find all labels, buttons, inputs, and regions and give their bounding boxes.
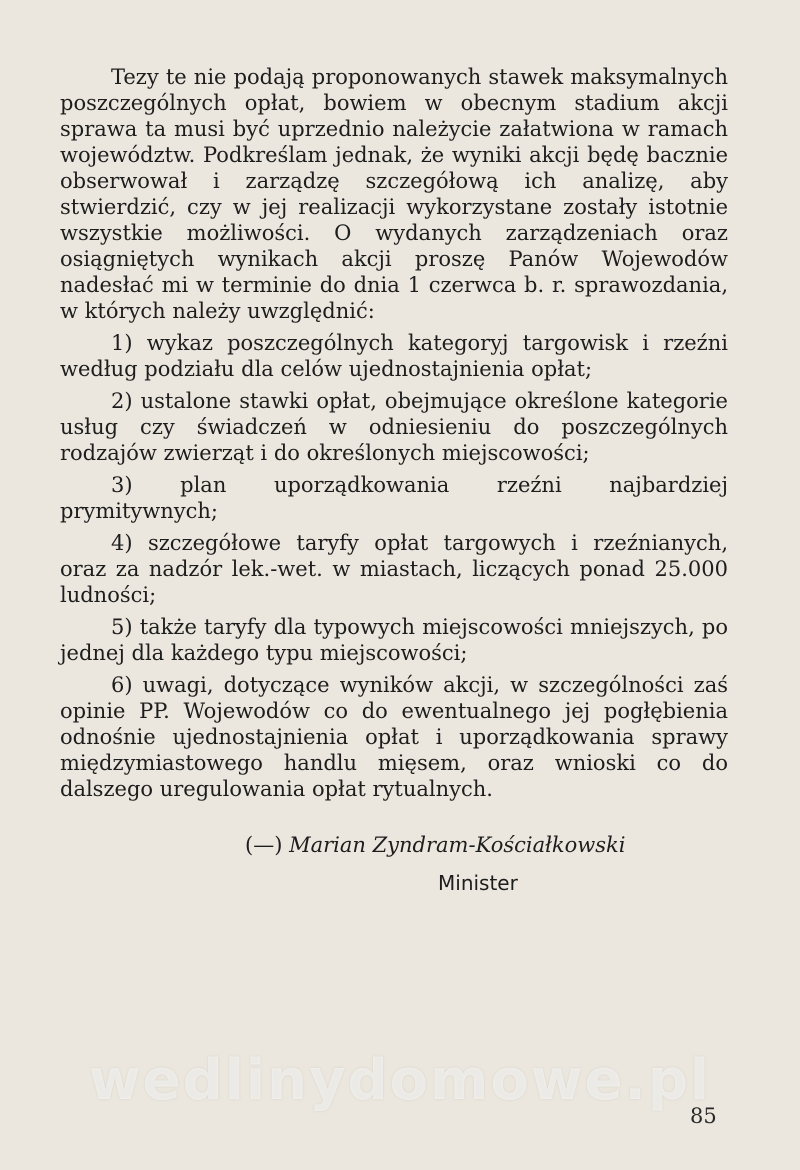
body-text: [60, 64, 728, 802]
list-item-2: 2) ustalone stawki opłat, obejmujące określone kategorie usług czy świadczeń w odniesieniu do poszczególnych rodzajów zwierząt i do określonych miejscowości;: [60, 389, 728, 465]
signature-block: [60, 832, 728, 896]
signatory-name: Marian Zyndram-Kościałkowski: [289, 833, 626, 857]
signature-line: [245, 832, 728, 858]
watermark: wedlinydomowe.pl: [88, 1048, 712, 1113]
signature-prefix: (—): [245, 833, 283, 857]
list-item-3: 3) plan uporządkowania rzeźni najbardziej prymitywnych;: [60, 473, 728, 523]
list-item-4: 4) szczegółowe taryfy opłat targowych i rzeźnianych, oraz za nadzór lek.-wet. w miastach, liczących ponad 25.000 ludności;: [60, 531, 728, 607]
list-item-6: 6) uwagi, dotyczące wyników akcji, w szczególności zaś opinie PP. Wojewodów co do ewentualnego jej pogłębienia odnośnie ujednostajnienia opłat i uporządkowania sprawy międzymiastowego handlu mięsem, oraz wnioski co do dalszego uregulowania opłat rytualnych.: [60, 673, 728, 801]
intro-paragraph: Tezy te nie podają proponowanych stawek maksymalnych poszczególnych opłat, bowiem w obecnym stadium akcji sprawa ta musi być uprzednio należycie załatwiona w ramach województw. Podkreślam jednak, że wyniki akcji będę bacznie obserwował i zarządzę szczegółową ich analizę, aby stwierdzić, czy w jej realizacji wykorzystane zostały istotnie wszystkie możliwości. O wydanych zarządzeniach oraz osiągniętych wynikach akcji proszę Panów Wojewodów nadesłać mi w terminie do dnia 1 czerwca b. r. sprawozdania, w których należy uwzględnić:: [60, 65, 728, 323]
list-item-5: 5) także taryfy dla typowych miejscowości mniejszych, po jednej dla każdego typu miejscowości;: [60, 615, 728, 665]
signatory-role: Minister: [438, 871, 518, 895]
list-item-1: 1) wykaz poszczególnych kategoryj targowisk i rzeźni według podziału dla celów ujednostajnienia opłat;: [60, 331, 728, 381]
page-number: 85: [690, 1104, 717, 1128]
